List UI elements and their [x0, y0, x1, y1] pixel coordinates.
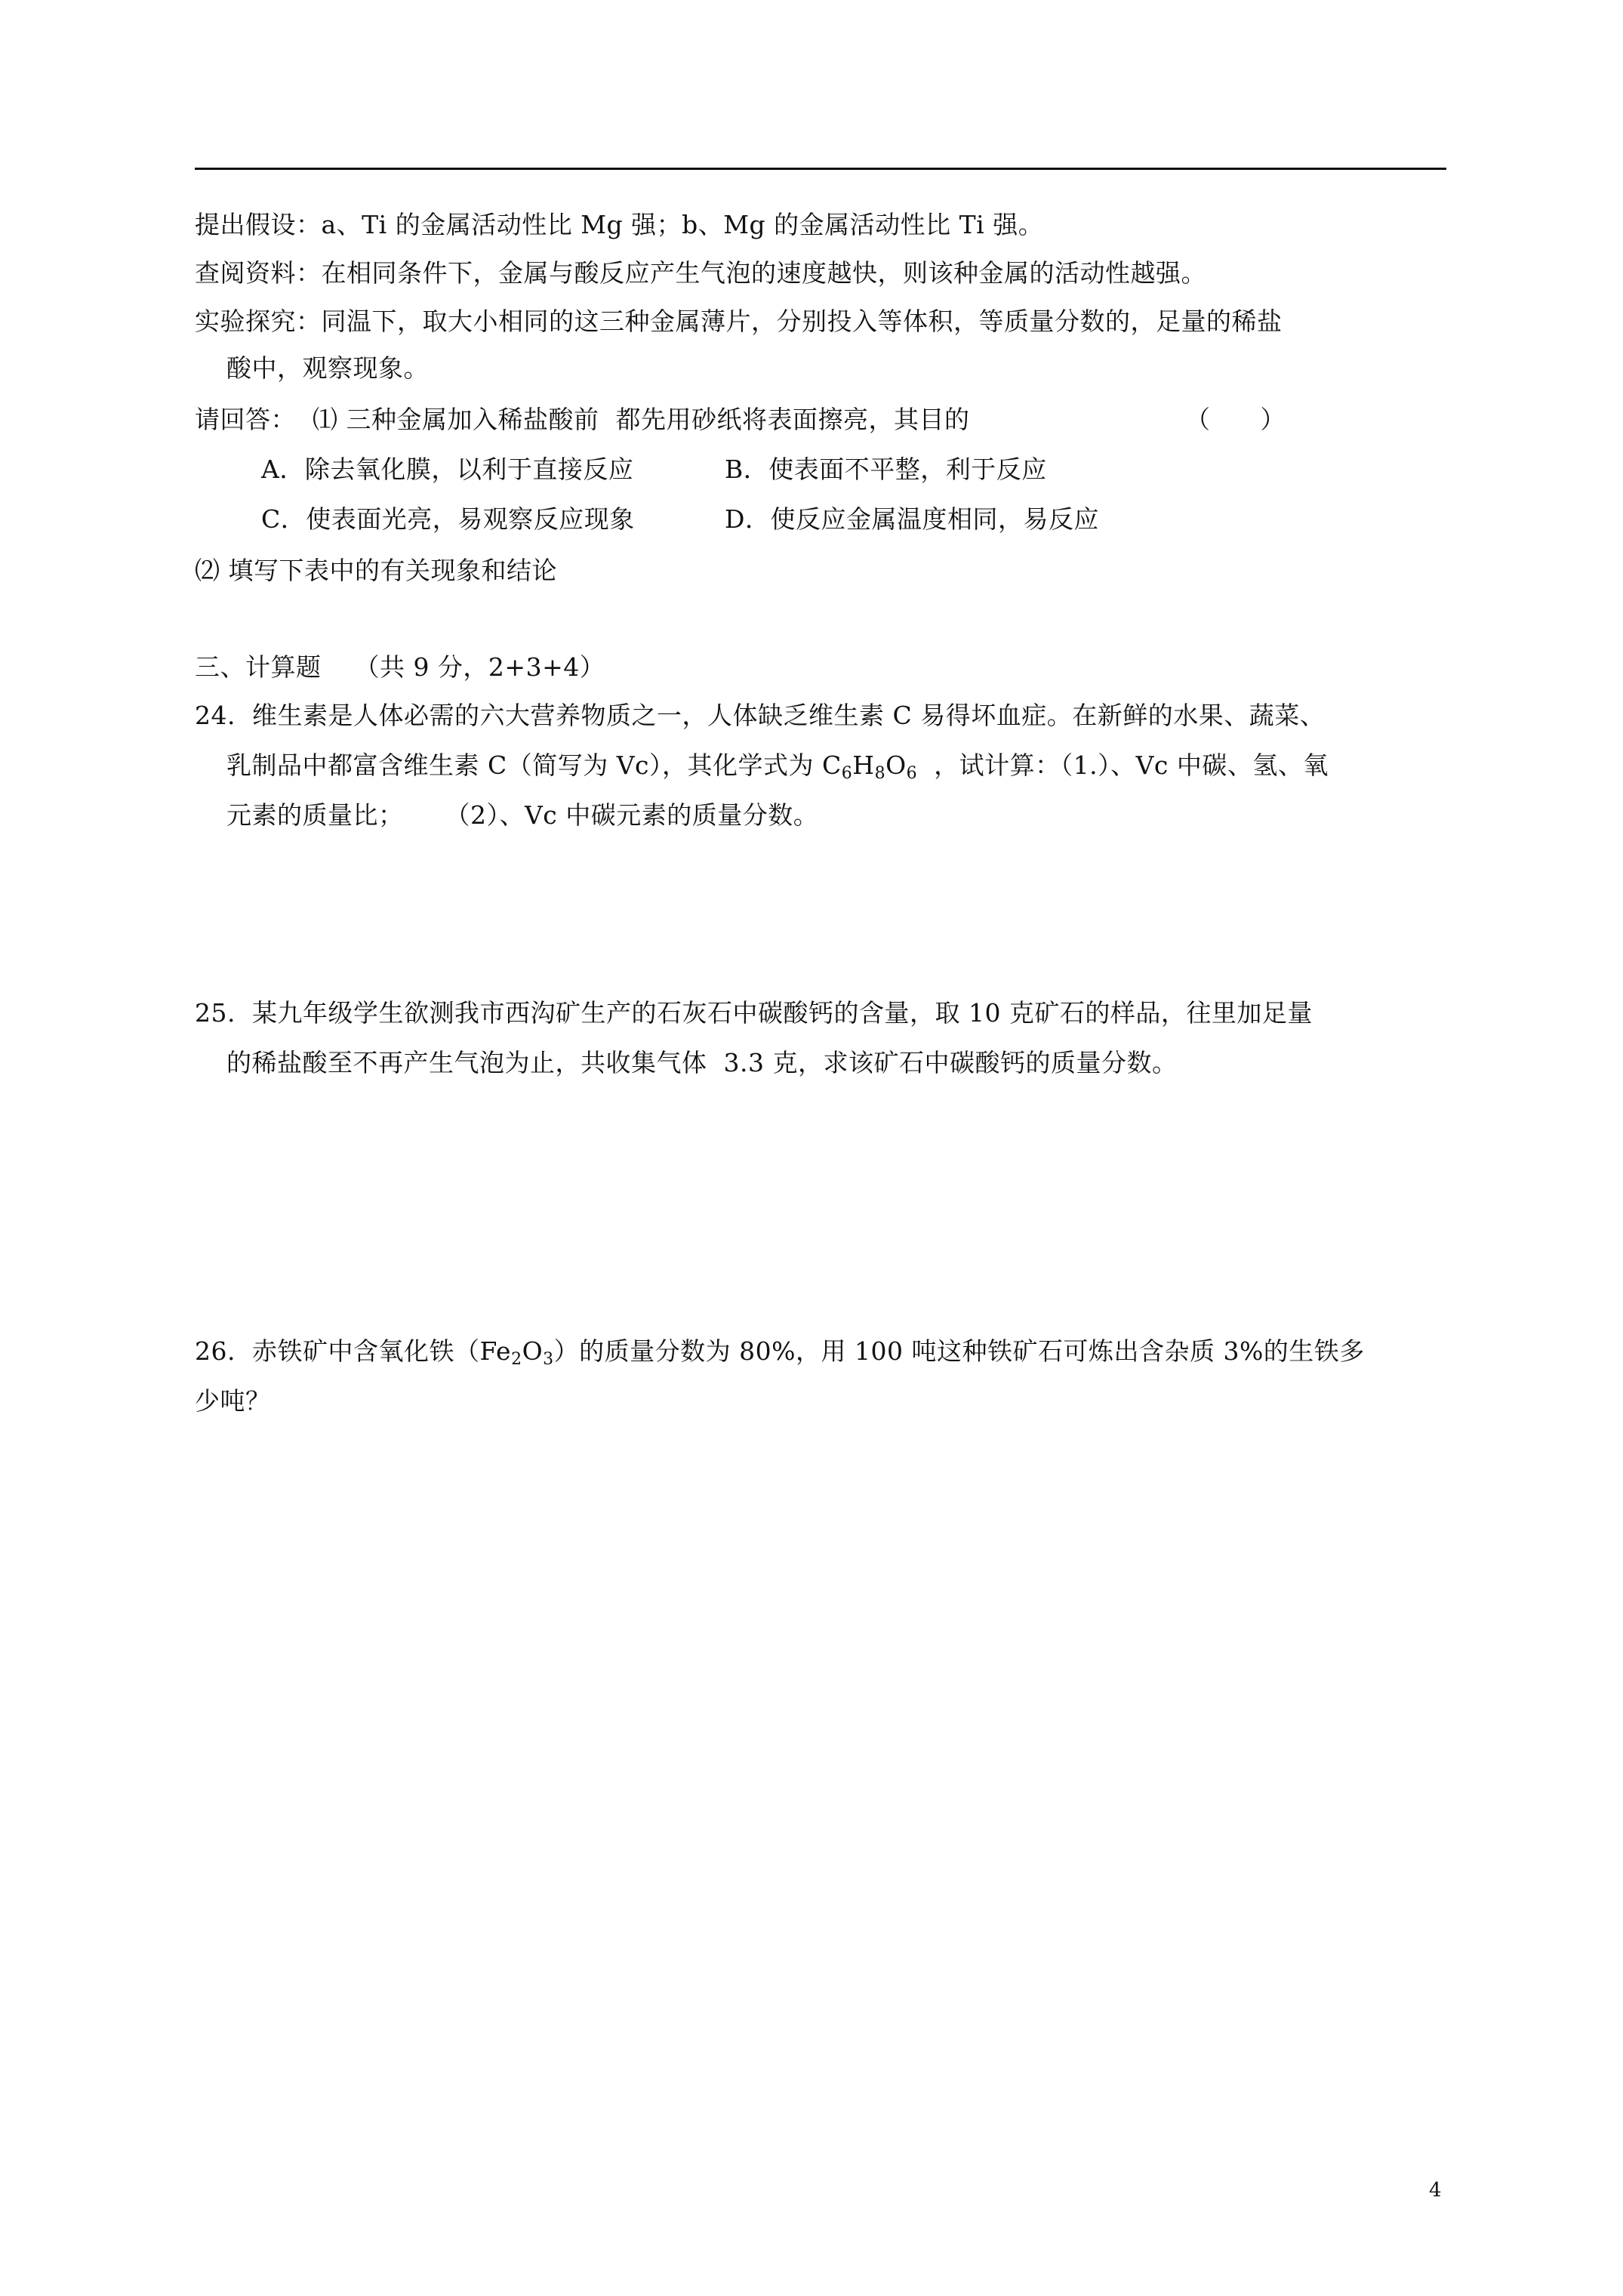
section-title: 三、计算题 （共 9 分，2+3+4） — [195, 652, 605, 682]
problem-26-line-1: 26. 赤铁矿中含氧化铁$(Fe_2O_3)$的质量分数为 80%，用 100 吨这种铁矿石可炼出含杂质 3%的生铁多 — [195, 1336, 1365, 1369]
option-b: B．使表面不平整，利于反应 — [725, 455, 1047, 484]
problem-24-line-2: 乳制品中都富含维生素 C（简写为 Vc），其化学式为 $C_6H_8O_6$ ，试计算：（1.）、Vc 中碳、氢、氧 — [226, 750, 1329, 783]
option-c: C．使表面光亮，易观察反应现象 — [261, 504, 635, 534]
problem-25-line-1: 25. 某九年级学生欲测我市西沟矿生产的石灰石中碳酸钙的含量，取 10 克矿石的样品，往里加足量 — [195, 998, 1313, 1028]
question-1: 请回答： ⑴ 三种金属加入稀盐酸前 都先用砂纸将表面擦亮，其目的 — [195, 405, 970, 434]
problem-24-line-3: 元素的质量比； （2）、Vc 中碳元素的质量分数。 — [226, 800, 819, 830]
problem-25-line-2: 的稀盐酸至不再产生气泡为止，共收集气体 3.3 克，求该矿石中碳酸钙的质量分数。 — [226, 1048, 1178, 1077]
reference-line: 查阅资料：在相同条件下，金属与酸反应产生气泡的速度越快，则该种金属的活动性越强。 — [195, 258, 1206, 288]
option-a: A．除去氧化膜，以利于直接反应 — [261, 455, 634, 484]
page-number: 4 — [1429, 2179, 1442, 2202]
answer-bracket: （ ） — [1185, 405, 1286, 434]
problem-26-line-2: 少吨？ — [195, 1386, 271, 1416]
option-d: D．使反应金属温度相同，易反应 — [725, 504, 1099, 534]
hypothesis-line: 提出假设：a、Ti 的金属活动性比 Mg 强；b、Mg 的金属活动性比 Ti 强。 — [195, 210, 1044, 239]
experiment-line-2: 酸中，观察现象。 — [226, 353, 429, 383]
question-2: ⑵ 填写下表中的有关现象和结论 — [195, 556, 557, 585]
experiment-line-1: 实验探究：同温下，取大小相同的这三种金属薄片，分别投入等体积，等质量分数的，足量的稀盐 — [195, 307, 1283, 336]
header-rule — [195, 168, 1446, 170]
problem-24-line-1: 24. 维生素是人体必需的六大营养物质之一，人体缺乏维生素 C 易得坏血症。在新鲜的水果、蔬菜、 — [195, 701, 1326, 730]
